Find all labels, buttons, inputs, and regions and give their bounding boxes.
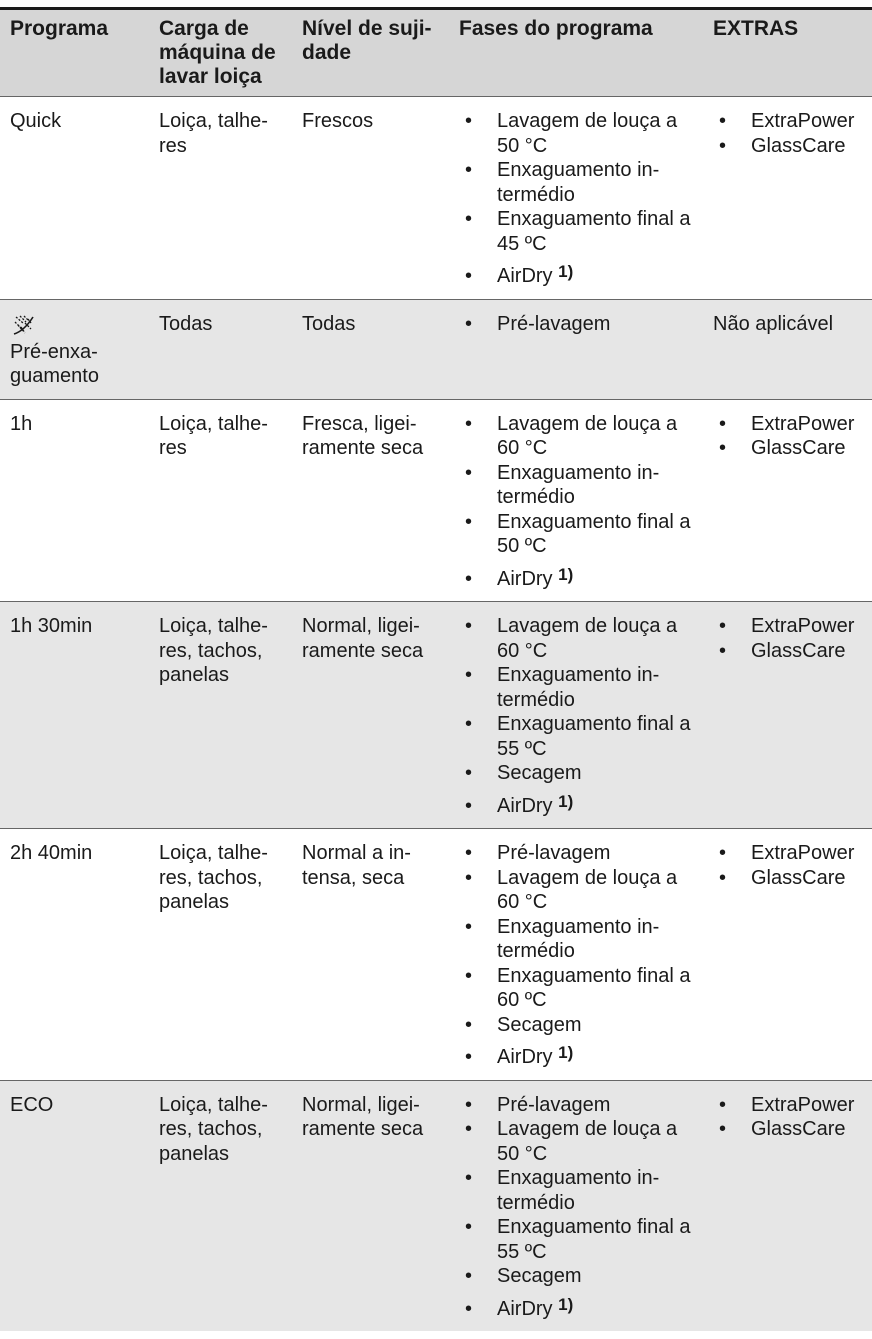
phase-text: Pré-lavagem bbox=[497, 842, 611, 864]
phase-text: Secagem bbox=[497, 1013, 582, 1036]
phase-text: Lavagem de louça a 60 °C bbox=[497, 412, 678, 459]
extras-list bbox=[713, 412, 872, 461]
extra-item: • ExtraPower bbox=[713, 614, 872, 639]
phase-text: AirDry bbox=[497, 567, 553, 590]
load-cell: Loiça, talhe-res bbox=[159, 110, 268, 157]
extras-list bbox=[713, 841, 872, 890]
phase-text: Enxaguamento in-termédio bbox=[497, 461, 660, 508]
phase-text: Enxaguamento in-termédio bbox=[497, 915, 660, 962]
phase-list bbox=[459, 412, 703, 592]
program-cell bbox=[0, 97, 149, 300]
extra-item: • GlassCare bbox=[713, 866, 872, 891]
phase-item bbox=[459, 1294, 703, 1322]
extras-list bbox=[713, 109, 872, 158]
phase-text: AirDry bbox=[497, 1046, 553, 1068]
phase-item bbox=[459, 1117, 703, 1166]
program-cell bbox=[0, 602, 149, 829]
phase-text: Lavagem de louça a 50 °C bbox=[497, 1118, 678, 1165]
program-cell bbox=[0, 299, 149, 399]
phase-item bbox=[459, 264, 703, 289]
header-row bbox=[0, 9, 872, 97]
extras-cell bbox=[703, 1080, 872, 1331]
phase-item bbox=[459, 614, 703, 663]
phase-item bbox=[459, 312, 703, 337]
phase-item bbox=[459, 761, 703, 786]
extra-item: • ExtraPower bbox=[713, 109, 872, 134]
extra-item: • GlassCare bbox=[713, 639, 872, 664]
phase-list bbox=[459, 109, 703, 289]
phases-cell bbox=[449, 602, 703, 829]
phase-item bbox=[459, 1166, 703, 1215]
phase-text: Enxaguamento final a 50 ºC bbox=[497, 510, 691, 557]
soil-level-cell: Normal, ligei-ramente seca bbox=[302, 1093, 424, 1140]
phase-text: Lavagem de louça a 50 °C bbox=[497, 110, 678, 157]
extra-item: • GlassCare bbox=[713, 134, 872, 159]
phase-item bbox=[459, 915, 703, 964]
phase-item bbox=[459, 841, 703, 866]
soil-level-cell: Frescos bbox=[302, 110, 374, 132]
phase-item bbox=[459, 663, 703, 712]
phase-text: Enxaguamento final a 55 ºC bbox=[497, 1216, 691, 1263]
table-row bbox=[0, 299, 872, 399]
load-cell: Todas bbox=[159, 312, 213, 335]
load-cell: Loiça, talhe-res, tachos, panelas bbox=[159, 842, 268, 913]
footnote-marker: 1) bbox=[558, 262, 574, 281]
table-body bbox=[0, 97, 872, 1332]
phase-text: AirDry bbox=[497, 1297, 553, 1320]
phase-text: Pré-lavagem bbox=[497, 1093, 611, 1116]
phase-list bbox=[459, 614, 703, 818]
table-header bbox=[0, 9, 872, 97]
extras-list bbox=[713, 614, 872, 663]
phase-item bbox=[459, 1264, 703, 1289]
program-cell bbox=[0, 399, 149, 602]
footnote-marker: 1) bbox=[558, 1043, 574, 1062]
prewash-shower-icon bbox=[12, 314, 34, 336]
soil-level-cell: Normal, ligei-ramente seca bbox=[302, 615, 424, 662]
extra-item: • GlassCare bbox=[713, 436, 872, 461]
table-row bbox=[0, 97, 872, 300]
extras-cell bbox=[703, 399, 872, 602]
extras-cell bbox=[703, 97, 872, 300]
table-row bbox=[0, 602, 872, 829]
table-row bbox=[0, 1080, 872, 1331]
extras-list bbox=[713, 1093, 872, 1142]
extras-cell bbox=[703, 602, 872, 829]
phase-text: Enxaguamento in-termédio bbox=[497, 1167, 660, 1214]
program-name: 1h 30min bbox=[10, 615, 93, 637]
program-name: 1h bbox=[10, 412, 33, 435]
phase-text: Enxaguamento final a 45 ºC bbox=[497, 208, 691, 255]
phase-text: Secagem bbox=[497, 762, 582, 784]
load-cell: Loiça, talhe-res, tachos, panelas bbox=[159, 1093, 268, 1165]
phase-item bbox=[459, 461, 703, 510]
phase-list bbox=[459, 312, 703, 337]
header-load: Carga de máquina de lavar loiça bbox=[159, 17, 276, 88]
phase-text: AirDry bbox=[497, 794, 553, 817]
phase-text: Secagem bbox=[497, 1265, 582, 1287]
program-name: ECO bbox=[10, 1093, 54, 1116]
phase-item bbox=[459, 207, 703, 256]
phase-text: Enxaguamento final a 60 ºC bbox=[497, 964, 691, 1011]
phase-item bbox=[459, 109, 703, 158]
header-program-phases: Fases do programa bbox=[459, 17, 653, 40]
phase-item bbox=[459, 1045, 703, 1070]
program-name: Quick bbox=[10, 110, 62, 132]
phase-item bbox=[459, 964, 703, 1013]
load-cell: Loiça, talhe-res bbox=[159, 412, 268, 459]
footnote-marker: 1) bbox=[558, 564, 574, 584]
table-row bbox=[0, 399, 872, 602]
header-soil-level: Nível de suji-dade bbox=[302, 17, 432, 64]
footnote-marker: 1) bbox=[558, 791, 574, 811]
program-cell bbox=[0, 1080, 149, 1331]
phase-item bbox=[459, 866, 703, 915]
phase-text: Lavagem de louça a 60 °C bbox=[497, 866, 678, 913]
phase-text: Enxaguamento in-termédio bbox=[497, 664, 660, 711]
table-row bbox=[0, 829, 872, 1081]
phase-text: AirDry bbox=[497, 265, 553, 287]
phase-text: Enxaguamento in-termédio bbox=[497, 159, 660, 206]
phases-cell bbox=[449, 1080, 703, 1331]
program-name: 2h 40min bbox=[10, 842, 93, 864]
extra-item: • ExtraPower bbox=[713, 1093, 872, 1118]
extra-item: • GlassCare bbox=[713, 1117, 872, 1142]
phase-item bbox=[459, 712, 703, 761]
header-extras: EXTRAS bbox=[713, 17, 799, 40]
soil-level-cell: Fresca, ligei-ramente seca bbox=[302, 412, 424, 459]
extras-not-applicable: Não aplicável bbox=[713, 312, 834, 335]
phase-list bbox=[459, 841, 703, 1070]
phase-text: Enxaguamento final a 55 ºC bbox=[497, 713, 691, 760]
phases-cell bbox=[449, 299, 703, 399]
phases-cell bbox=[449, 399, 703, 602]
soil-level-cell: Normal a in-tensa, seca bbox=[302, 842, 411, 889]
phases-cell bbox=[449, 829, 703, 1081]
load-cell: Loiça, talhe-res, tachos, panelas bbox=[159, 615, 268, 686]
phase-item bbox=[459, 564, 703, 592]
soil-level-cell: Todas bbox=[302, 312, 356, 335]
phases-cell bbox=[449, 97, 703, 300]
phase-list bbox=[459, 1093, 703, 1322]
phase-item bbox=[459, 791, 703, 819]
phase-item bbox=[459, 158, 703, 207]
extra-item: • ExtraPower bbox=[713, 412, 872, 437]
extra-item: • ExtraPower bbox=[713, 841, 872, 866]
footnote-marker: 1) bbox=[558, 1294, 574, 1314]
header-program: Programa bbox=[10, 17, 109, 40]
phase-item bbox=[459, 412, 703, 461]
phase-item bbox=[459, 1215, 703, 1264]
program-cell bbox=[0, 829, 149, 1081]
phase-item bbox=[459, 1093, 703, 1118]
phase-text: Lavagem de louça a 60 °C bbox=[497, 615, 678, 662]
program-name: Pré-enxa-guamento bbox=[10, 340, 99, 387]
program-table bbox=[0, 7, 872, 1331]
extras-cell bbox=[703, 829, 872, 1081]
phase-item bbox=[459, 1013, 703, 1038]
phase-item bbox=[459, 510, 703, 559]
extras-cell bbox=[703, 299, 872, 399]
phase-text: Pré-lavagem bbox=[497, 312, 611, 335]
